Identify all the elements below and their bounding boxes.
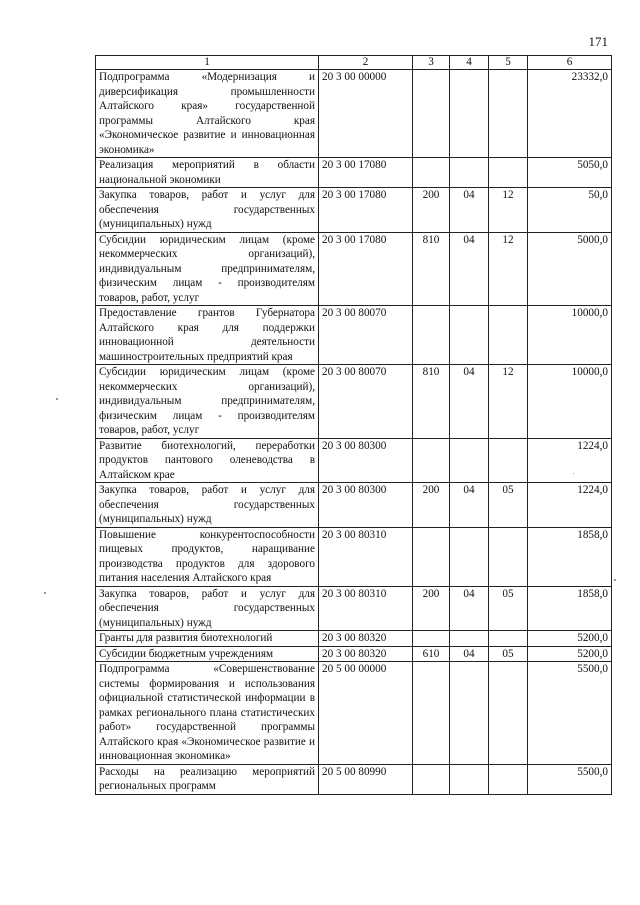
row-col-3 xyxy=(413,631,450,647)
column-header-1: 1 xyxy=(96,56,319,70)
row-col-3 xyxy=(413,662,450,765)
row-col-3 xyxy=(413,438,450,483)
row-name: Закупка товаров, работ и услуг для обеспечения государственных (муниципальных) нужд xyxy=(96,586,319,631)
table-row xyxy=(96,70,612,158)
row-code: 20 3 00 17080 xyxy=(319,232,413,306)
table-row xyxy=(96,483,612,528)
row-amount: 5050,0 xyxy=(528,158,612,188)
row-col-3: 810 xyxy=(413,232,450,306)
row-col-4: 04 xyxy=(450,483,489,528)
row-col-4: 04 xyxy=(450,232,489,306)
row-name: Развитие биотехнологий, переработки продуктов пантового оленеводства в Алтайском крае xyxy=(96,438,319,483)
row-col-3: 200 xyxy=(413,483,450,528)
row-name: Подпрограмма «Совершенствование системы формирования и использования официальной статистической информации в рамках регионального плана статистических работ» государственной программы Алтайского края «Экономическое развитие и инновационная экономика» xyxy=(96,662,319,765)
row-code: 20 3 00 00000 xyxy=(319,70,413,158)
table-row xyxy=(96,646,612,662)
row-name: Повышение конкурентоспособности пищевых продуктов, наращивание производства продуктов для здорового питания населения Алтайского края xyxy=(96,527,319,586)
table-row xyxy=(96,631,612,647)
scan-speck xyxy=(573,473,574,474)
row-col-4 xyxy=(450,438,489,483)
row-col-3 xyxy=(413,527,450,586)
row-name: Предоставление грантов Губернатора Алтайского края для поддержки инновационной деятельности машиностроительных предприятий края xyxy=(96,306,319,365)
row-code: 20 3 00 80320 xyxy=(319,631,413,647)
row-col-4: 04 xyxy=(450,188,489,233)
row-code: 20 3 00 80300 xyxy=(319,483,413,528)
row-col-4 xyxy=(450,158,489,188)
row-col-5 xyxy=(489,438,528,483)
table-header-row xyxy=(96,56,612,70)
page-number: 171 xyxy=(588,34,608,49)
row-amount: 23332,0 xyxy=(528,70,612,158)
row-amount: 1224,0 xyxy=(528,483,612,528)
row-col-3: 810 xyxy=(413,365,450,439)
row-col-5: 05 xyxy=(489,586,528,631)
row-name: Субсидии юридическим лицам (кроме некоммерческих организаций), индивидуальным предпринимателям, физическим лицам - производителям товаров, работ, услуг xyxy=(96,232,319,306)
table-row xyxy=(96,365,612,439)
row-col-4 xyxy=(450,70,489,158)
row-col-5: 12 xyxy=(489,365,528,439)
row-name: Закупка товаров, работ и услуг для обеспечения государственных (муниципальных) нужд xyxy=(96,188,319,233)
row-col-5 xyxy=(489,158,528,188)
row-col-5: 05 xyxy=(489,483,528,528)
row-code: 20 3 00 80300 xyxy=(319,438,413,483)
row-col-3: 200 xyxy=(413,586,450,631)
row-amount: 1858,0 xyxy=(528,527,612,586)
row-col-3 xyxy=(413,70,450,158)
row-code: 20 3 00 17080 xyxy=(319,188,413,233)
scan-speck xyxy=(56,398,58,400)
column-header-5: 5 xyxy=(489,56,528,70)
row-amount: 5500,0 xyxy=(528,662,612,765)
table-row xyxy=(96,158,612,188)
row-col-4 xyxy=(450,306,489,365)
row-col-5: 12 xyxy=(489,188,528,233)
column-header-6: 6 xyxy=(528,56,612,70)
row-code: 20 5 00 80990 xyxy=(319,764,413,794)
table-row xyxy=(96,306,612,365)
row-col-5 xyxy=(489,70,528,158)
row-col-5 xyxy=(489,306,528,365)
row-col-5 xyxy=(489,527,528,586)
row-col-4: 04 xyxy=(450,586,489,631)
row-amount: 1224,0 xyxy=(528,438,612,483)
row-col-4 xyxy=(450,631,489,647)
row-col-5: 05 xyxy=(489,646,528,662)
row-name: Субсидии юридическим лицам (кроме некоммерческих организаций), индивидуальным предпринимателям, физическим лицам - производителям товаров, работ, услуг xyxy=(96,365,319,439)
row-amount: 5200,0 xyxy=(528,646,612,662)
row-col-3: 610 xyxy=(413,646,450,662)
row-amount: 10000,0 xyxy=(528,306,612,365)
table-row xyxy=(96,438,612,483)
row-amount: 5500,0 xyxy=(528,764,612,794)
row-col-4 xyxy=(450,764,489,794)
table-row xyxy=(96,586,612,631)
row-col-4: 04 xyxy=(450,646,489,662)
row-name: Субсидии бюджетным учреждениям xyxy=(96,646,319,662)
row-amount: 5200,0 xyxy=(528,631,612,647)
table-row xyxy=(96,527,612,586)
column-header-4: 4 xyxy=(450,56,489,70)
row-code: 20 3 00 17080 xyxy=(319,158,413,188)
row-col-4 xyxy=(450,662,489,765)
row-name: Расходы на реализацию мероприятий региональных программ xyxy=(96,764,319,794)
scan-speck xyxy=(614,579,616,581)
row-col-5: 12 xyxy=(489,232,528,306)
row-code: 20 3 00 80070 xyxy=(319,365,413,439)
row-name: Реализация мероприятий в области национальной экономики xyxy=(96,158,319,188)
row-amount: 5000,0 xyxy=(528,232,612,306)
row-col-4 xyxy=(450,527,489,586)
row-col-5 xyxy=(489,631,528,647)
budget-table xyxy=(95,55,612,795)
row-code: 20 3 00 80070 xyxy=(319,306,413,365)
row-name: Гранты для развития биотехнологий xyxy=(96,631,319,647)
row-amount: 10000,0 xyxy=(528,365,612,439)
row-code: 20 5 00 00000 xyxy=(319,662,413,765)
row-col-3: 200 xyxy=(413,188,450,233)
row-col-5 xyxy=(489,764,528,794)
column-header-3: 3 xyxy=(413,56,450,70)
row-amount: 1858,0 xyxy=(528,586,612,631)
table-row xyxy=(96,662,612,765)
scan-speck xyxy=(44,592,46,594)
row-name: Закупка товаров, работ и услуг для обеспечения государственных (муниципальных) нужд xyxy=(96,483,319,528)
row-col-5 xyxy=(489,662,528,765)
row-col-4: 04 xyxy=(450,365,489,439)
row-code: 20 3 00 80310 xyxy=(319,586,413,631)
row-col-3 xyxy=(413,306,450,365)
row-col-3 xyxy=(413,764,450,794)
row-code: 20 3 00 80320 xyxy=(319,646,413,662)
row-code: 20 3 00 80310 xyxy=(319,527,413,586)
table-row xyxy=(96,232,612,306)
row-name: Подпрограмма «Модернизация и диверсификация промышленности Алтайского края» государственной программы Алтайского края «Экономическое развитие и инновационная экономика» xyxy=(96,70,319,158)
row-col-3 xyxy=(413,158,450,188)
row-amount: 50,0 xyxy=(528,188,612,233)
column-header-2: 2 xyxy=(319,56,413,70)
table-row xyxy=(96,764,612,794)
table-row xyxy=(96,188,612,233)
